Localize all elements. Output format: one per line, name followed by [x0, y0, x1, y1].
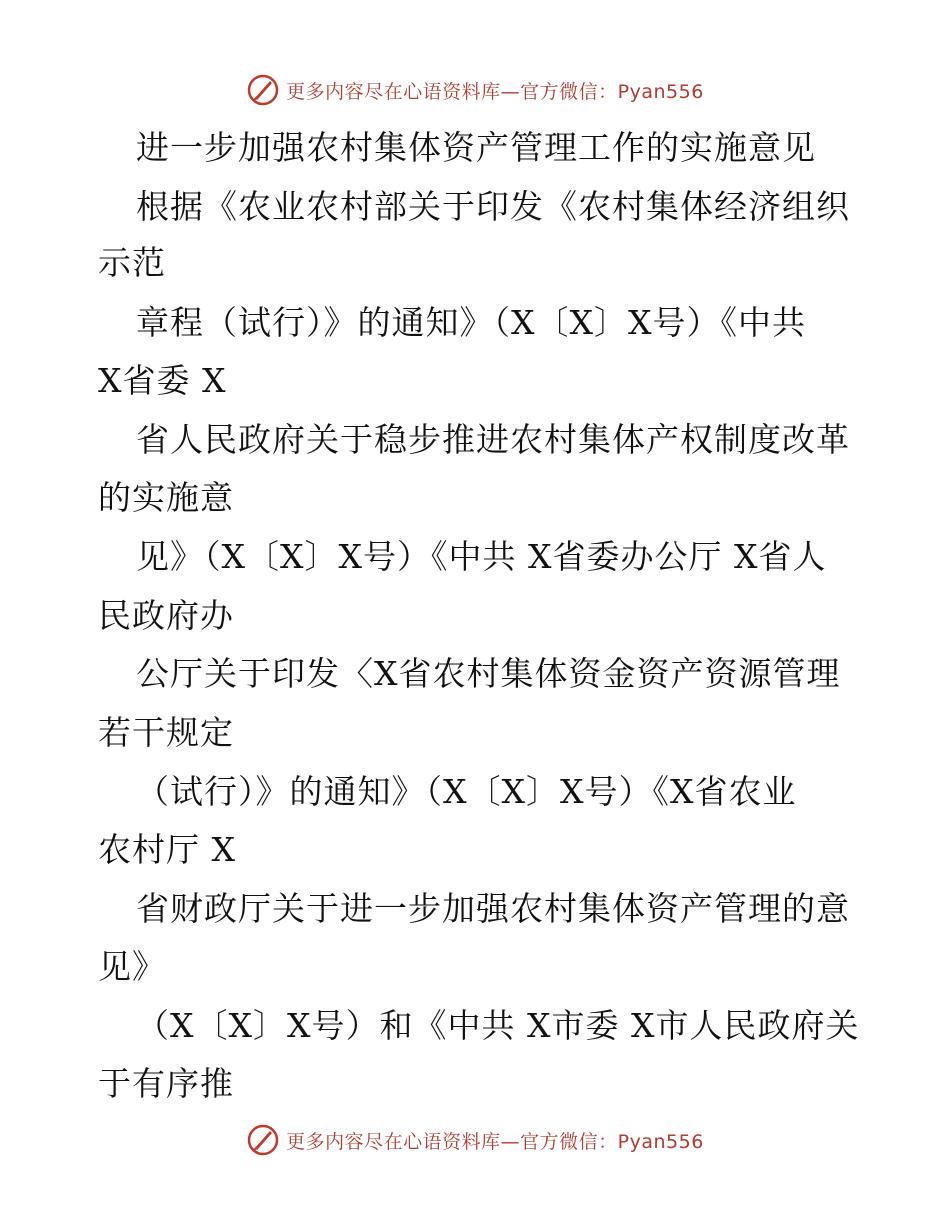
doc-line: 农村厅 X [98, 830, 236, 869]
watermark-text: 更多内容尽在心语资料库—官方微信：Pyan556 [286, 80, 704, 103]
doc-line: 根据《农业农村部关于印发《农村集体经济组织 [136, 187, 850, 226]
quill-logo-icon [246, 1123, 280, 1157]
doc-line: 省财政厅关于进一步加强农村集体资产管理的意 [136, 889, 850, 928]
doc-line: 省人民政府关于稳步推进农村集体产权制度改革 [136, 420, 850, 459]
doc-line: 若干规定 [98, 713, 234, 752]
doc-line: 示范 [98, 243, 166, 282]
doc-line: 见》 [98, 947, 166, 986]
doc-line: 见》（X〔X〕X号）《中共 X省委办公厅 X省人 [136, 537, 827, 576]
doc-line: 民政府办 [98, 596, 234, 635]
doc-line: X省委 X [98, 361, 227, 400]
doc-line: （X〔X〕X号）和《中共 X市委 X市人民政府关 [136, 1006, 860, 1045]
doc-title: 进一步加强农村集体资产管理工作的实施意见 [136, 128, 816, 167]
watermark-text: 更多内容尽在心语资料库—官方微信：Pyan556 [286, 1130, 704, 1153]
footer-watermark [0, 1122, 950, 1158]
doc-line: 章程（试行）》的通知》（X〔X〕X号）《中共 [136, 303, 806, 342]
doc-line: 的实施意 [98, 478, 234, 517]
doc-line: 于有序推 [98, 1064, 234, 1103]
doc-line: 公厅关于印发〈X省农村集体资金资产资源管理 [136, 654, 841, 693]
doc-line: （试行）》的通知》（X〔X〕X号）《X省农业 [136, 772, 797, 811]
